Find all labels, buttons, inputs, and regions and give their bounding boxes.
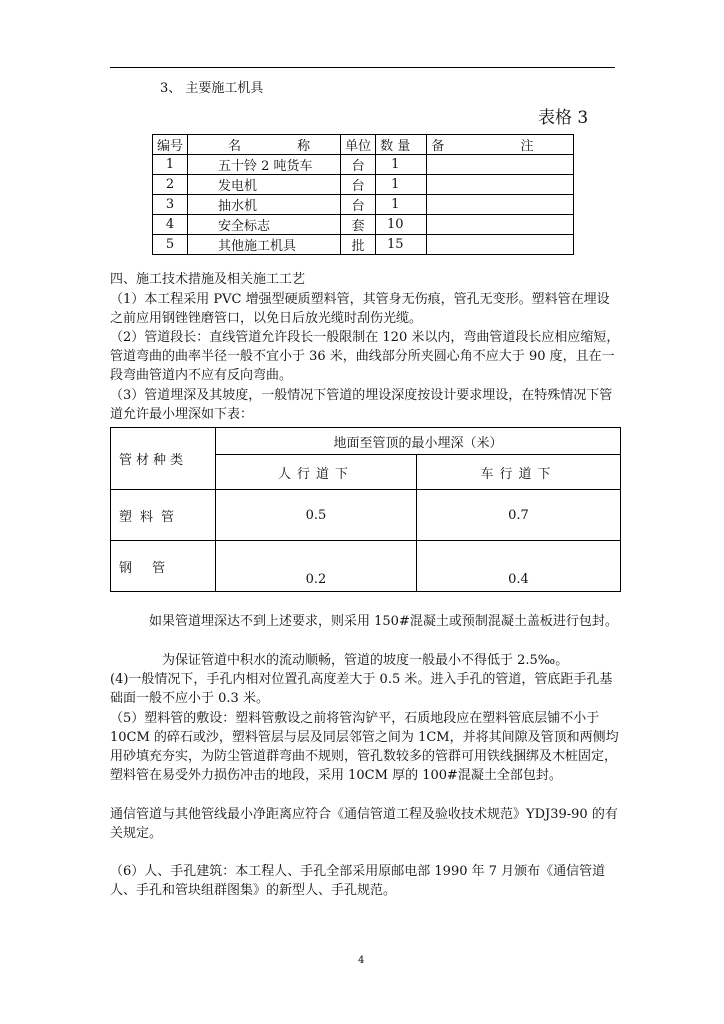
paragraph-4: 如果管道埋深达不到上述要求，则采用 150#混凝土或预制混凝土盖板进行包封。 [149,614,618,629]
cell-remark [427,215,574,235]
cell-value: 0.7 [417,490,621,541]
page-number: 4 [358,955,365,966]
depth-col-roadway: 车行道下 [417,455,621,490]
table-label: 表格 3 [538,108,589,128]
cell-no: 3 [153,195,188,215]
paragraph-5: 为保证管道中积水的流动顺畅，管道的坡度一般最小不得低于 2.5‰。 [162,653,569,668]
table-row [153,235,574,255]
depth-table-corner: 管材种类 [111,428,216,490]
paragraph-7: （5）塑料管的敷设：塑料管敷设之前将管沟铲平，石质地段应在塑料管底层铺不小于 10CM 的碎石或沙，塑料管层与层及同层邻管之间为 1CM，并将其间隙及管顶和两侧均用砂填充夯实，为防尘管道群弯曲不规则，管孔数较多的管群可用铁线捆绑及木桩固定，塑料管在易受外力损伤冲击的地段，采用 10CM 厚的 100#混凝土全部包封。 [110,711,619,783]
cell-remark [427,195,574,215]
table-row [111,541,621,592]
col-header-qty: 数 量 [376,135,427,155]
cell-unit: 台 [341,195,376,215]
cell-value: 0.2 [216,541,417,592]
cell-qty: 1 [376,195,427,215]
cell-name: 其他施工机具 [188,235,341,255]
table-row [153,195,574,215]
cell-name: 五十铃 2 吨货车 [188,155,341,175]
cell-qty: 1 [376,175,427,195]
cell-value: 0.5 [216,490,417,541]
col-header-name: 名 称 [188,135,341,155]
cell-no: 2 [153,175,188,195]
col-header-no: 编号 [153,135,188,155]
table-row [153,155,574,175]
cell-unit: 台 [341,175,376,195]
row-label-plastic-pipe: 塑料管 [111,490,216,541]
cell-unit: 台 [341,155,376,175]
paragraph-8: 通信管道与其他管线最小净距离应符合《通信管道工程及验收技术规范》YDJ39-90 的有关规定。 [110,807,618,841]
cell-unit: 套 [341,215,376,235]
table-row [111,490,621,541]
cell-name: 安全标志 [188,215,341,235]
cell-name: 发电机 [188,175,341,195]
depth-table [110,427,621,592]
cell-qty: 15 [376,235,427,255]
table-row [153,175,574,195]
cell-name: 抽水机 [188,195,341,215]
row-label-steel-pipe: 钢 管 [111,541,216,592]
depth-col-sidewalk: 人行道下 [216,455,417,490]
cell-unit: 批 [341,235,376,255]
cell-remark [427,235,574,255]
cell-remark [427,175,574,195]
cell-remark [427,155,574,175]
section-heading-4: 四、施工技术措施及相关施工工艺 [110,272,306,287]
paragraph-2: （2）管道段长：直线管道允许段长一般限制在 120 米以内，弯曲管道段长应相应缩短，管道弯曲的曲率半径一般不宜小于 36 米，曲线部分所夹圆心角不应大于 90 度，且在一段弯曲管道内不应有反向弯曲。 [110,330,620,383]
depth-table-top-header: 地面至管顶的最小埋深（米） [216,428,621,455]
paragraph-9: （6）人、手孔建筑：本工程人、手孔全部采用原邮电部 1990 年 7 月颁布《通信管道人、手孔和管块组群图集》的新型人、手孔规范。 [110,864,606,898]
paragraph-1: （1）本工程采用 PVC 增强型硬质塑料管，其管身无伤痕，管孔无变形。塑料管在埋设之前应用钢锉锉磨管口，以免日后放光缆时刮伤光缆。 [110,292,610,326]
table-row [153,215,574,235]
paragraph-6: (4)一般情况下，手孔内相对位置孔高度差大于 0.5 米。进入手孔的管道，管底距手孔基础面一般不应小于 0.3 米。 [110,672,613,706]
cell-qty: 10 [376,215,427,235]
cell-qty: 1 [376,155,427,175]
equipment-table [152,134,574,255]
section-title: 3、 主要施工机具 [160,81,264,96]
cell-no: 4 [153,215,188,235]
cell-no: 1 [153,155,188,175]
col-header-unit: 单位 [341,135,376,155]
table-header-row [153,135,574,155]
cell-value: 0.4 [417,541,621,592]
paragraph-3: （3）管道埋深及其坡度，一般情况下管道的埋设深度按设计要求埋设，在特殊情况下管道允许最小埋深如下表： [110,388,613,422]
cell-no: 5 [153,235,188,255]
header-rule [110,67,615,68]
col-header-remark: 备 注 [427,135,574,155]
